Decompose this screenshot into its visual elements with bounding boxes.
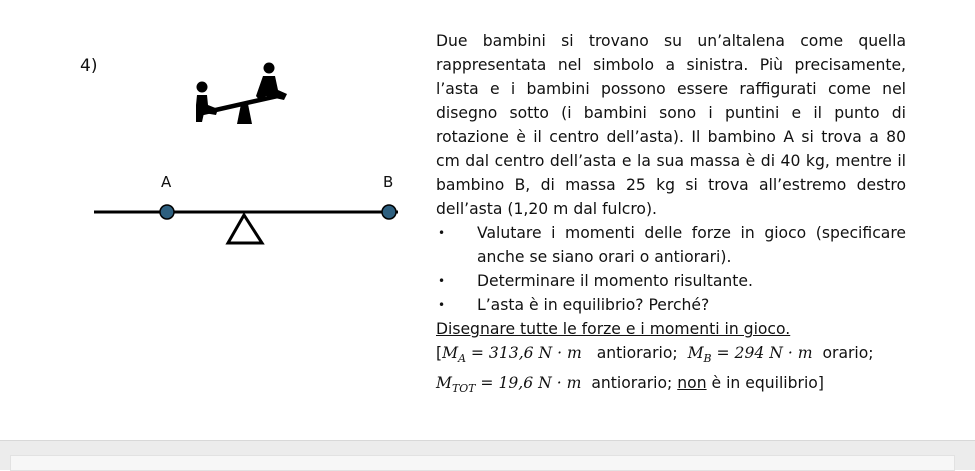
paragraph-line: l’asta e i bambini possono essere raffigurati come nel: [436, 80, 906, 98]
task-list: [436, 221, 906, 317]
page-bottom-edge: [0, 440, 975, 470]
paragraph-line: bambino B, di massa 25 kg si trova all’estremo destro: [436, 176, 906, 194]
paragraph-line: Due bambini si trovano su un’altalena come quella: [436, 32, 906, 50]
paragraph-line: rappresentata nel simbolo a sinistra. Più precisamente,: [436, 56, 906, 74]
paragraph-line: disegno sotto (i bambini sono i puntini e il punto di: [436, 104, 906, 122]
fulcrum-triangle: [228, 215, 262, 243]
label-a: A: [161, 173, 172, 191]
child-b-dot: [382, 205, 396, 219]
question-number: 4): [80, 56, 98, 76]
label-b: B: [383, 173, 394, 191]
instruction: Disegnare tutte le forze e i momenti in gioco.: [436, 320, 791, 338]
problem-text: [436, 29, 906, 401]
list-item: • Valutare i momenti delle forze in gioco (specificare anche se siano orari o antiorari).: [436, 221, 906, 269]
paragraph-line: rotazione è il centro dell’asta). Il bambino A si trova a 80: [436, 128, 906, 146]
child-a-dot: [160, 205, 174, 219]
answer-line-1: [$M_A = 313,6$ N · m antiorario; $M_B = 294$ N · m orario;: [436, 344, 874, 366]
seesaw-symbol-icon: [196, 63, 287, 125]
lever-diagram: [94, 205, 398, 243]
list-item: • Determinare il momento risultante.: [436, 269, 906, 293]
answer-line-2: $M_{TOT} = 19,6$ N · m antiorario; non è in equilibrio]: [436, 374, 824, 396]
paragraph-line: cm dal centro dell’asta e la sua massa è di 40 kg, mentre il: [436, 152, 906, 170]
list-item: • L’asta è in equilibrio? Perché?: [436, 293, 906, 317]
paragraph-line: dell’asta (1,20 m dal fulcro).: [436, 200, 658, 218]
